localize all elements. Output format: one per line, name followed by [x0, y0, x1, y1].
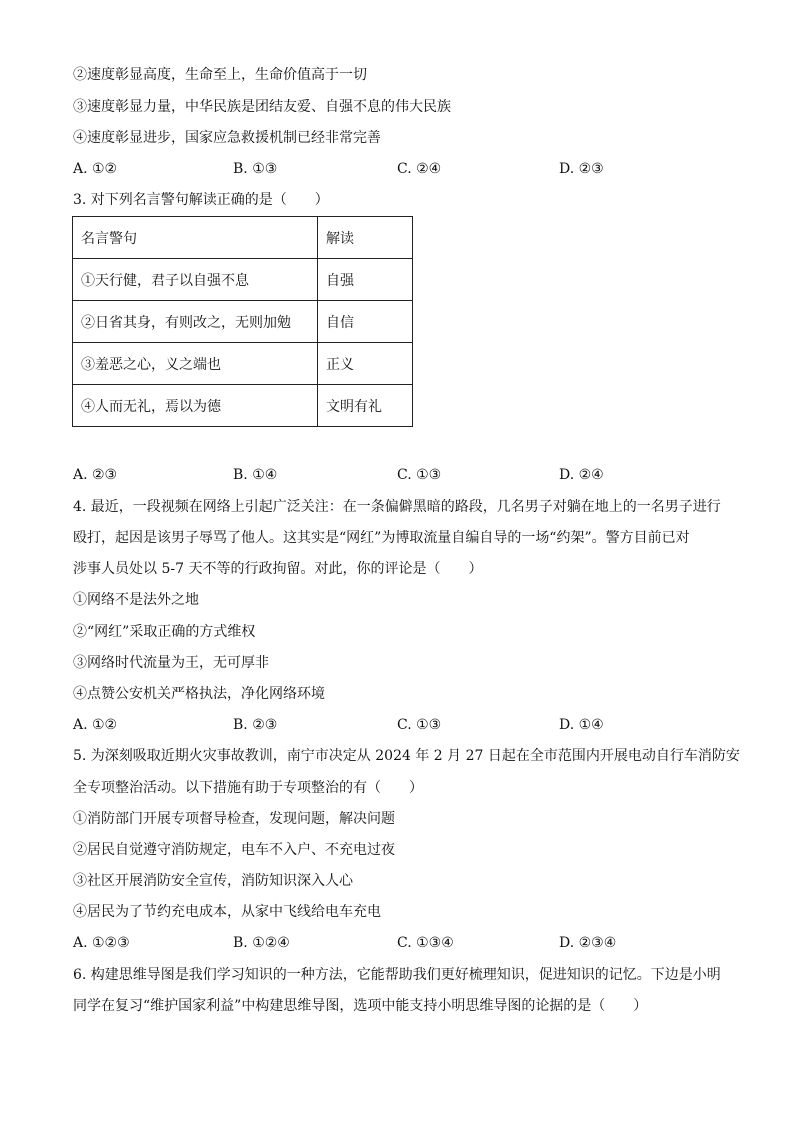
q5-stem-line-2: 全专项整治活动。以下措施有助于专项整治的有（ ）	[73, 780, 423, 796]
table-row	[73, 259, 413, 301]
q6-stem-line-2: 同学在复习“维护国家利益”中构建思维导图，选项中能支持小明思维导图的论据的是（ ）	[73, 998, 648, 1014]
q4-item-1: ①网络不是法外之地	[73, 592, 199, 608]
q3-option-a: A. ②③	[73, 467, 118, 483]
q5-stem-line-1: 5. 为深刻吸取近期火灾事故教训，南宁市决定从 2024 年 2 月 27 日起在全市范围内开展电动自行车消防安	[73, 748, 740, 764]
q4-stem-line-2: 殴打，起因是该男子辱骂了他人。这其实是“网红”为博取流量自编自导的一场“约架”。警方目前已对	[73, 530, 690, 546]
table-cell-quote: ②日省其身，有则改之，无则加勉	[73, 301, 318, 343]
table-cell-interpretation: 自强	[318, 259, 413, 301]
q4-option-d: D. ①④	[559, 717, 604, 733]
q4-stem-line-3: 涉事人员处以 5-7 天不等的行政拘留。对此，你的评论是（ ）	[73, 561, 483, 577]
table-cell-interpretation: 文明有礼	[318, 385, 413, 427]
q5-option-c: C. ①③④	[397, 935, 454, 951]
q2-item-3: ③速度彰显力量，中华民族是团结友爱、自强不息的伟大民族	[73, 99, 451, 115]
q2-option-a: A. ①②	[73, 161, 118, 177]
q5-option-d: D. ②③④	[559, 935, 617, 951]
q5-item-1: ①消防部门开展专项督导检查，发现问题，解决问题	[73, 811, 395, 827]
q2-option-c: C. ②④	[397, 161, 442, 177]
q3-option-c: C. ①③	[397, 467, 442, 483]
table-cell-quote: ④人而无礼，焉以为德	[73, 385, 318, 427]
q2-item-4: ④速度彰显进步，国家应急救援机制已经非常完善	[73, 130, 381, 146]
q4-option-b: B. ②③	[233, 717, 278, 733]
table-cell-interpretation: 正义	[318, 343, 413, 385]
q4-item-4: ④点赞公安机关严格执法，净化网络环境	[73, 686, 325, 702]
q5-item-4: ④居民为了节约充电成本，从家中飞线给电车充电	[73, 904, 381, 920]
q5-item-2: ②居民自觉遵守消防规定，电车不入户、不充电过夜	[73, 842, 395, 858]
q2-option-d: D. ②③	[559, 161, 604, 177]
q2-options	[73, 159, 733, 179]
q2-item-2: ②速度彰显高度，生命至上，生命价值高于一切	[73, 67, 367, 83]
q4-item-3: ③网络时代流量为王，无可厚非	[73, 655, 269, 671]
q2-option-b: B. ①③	[233, 161, 278, 177]
q5-option-b: B. ①②④	[233, 935, 290, 951]
q3-option-d: D. ②④	[559, 467, 604, 483]
table-header-row	[73, 217, 413, 259]
q5-options	[73, 933, 733, 953]
table-row	[73, 343, 413, 385]
table-row	[73, 301, 413, 343]
table-cell-quote: ①天行健，君子以自强不息	[73, 259, 318, 301]
q4-item-2: ②“网红”采取正确的方式维权	[73, 624, 256, 640]
q5-option-a: A. ①②③	[73, 935, 130, 951]
q4-option-a: A. ①②	[73, 717, 118, 733]
table-row	[73, 385, 413, 427]
q4-options	[73, 715, 733, 735]
q6-stem-line-1: 6. 构建思维导图是我们学习知识的一种方法，它能帮助我们更好梳理知识，促进知识的记忆。下边是小明	[73, 967, 721, 983]
q3-option-b: B. ①④	[233, 467, 278, 483]
q5-item-3: ③社区开展消防安全宣传，消防知识深入人心	[73, 873, 353, 889]
q3-options	[73, 465, 733, 485]
q4-option-c: C. ①③	[397, 717, 442, 733]
table-cell-interpretation: 自信	[318, 301, 413, 343]
q3-table	[72, 216, 413, 427]
q3-stem: 3. 对下列名言警句解读正确的是（ ）	[73, 192, 329, 208]
table-cell-quote: ③羞恶之心，义之端也	[73, 343, 318, 385]
q4-stem-line-1: 4. 最近，一段视频在网络上引起广泛关注：在一条偏僻黑暗的路段，几名男子对躺在地上的一名男子进行	[73, 499, 721, 515]
table-header-interpretation: 解读	[318, 217, 413, 259]
table-header-quote: 名言警句	[73, 217, 318, 259]
